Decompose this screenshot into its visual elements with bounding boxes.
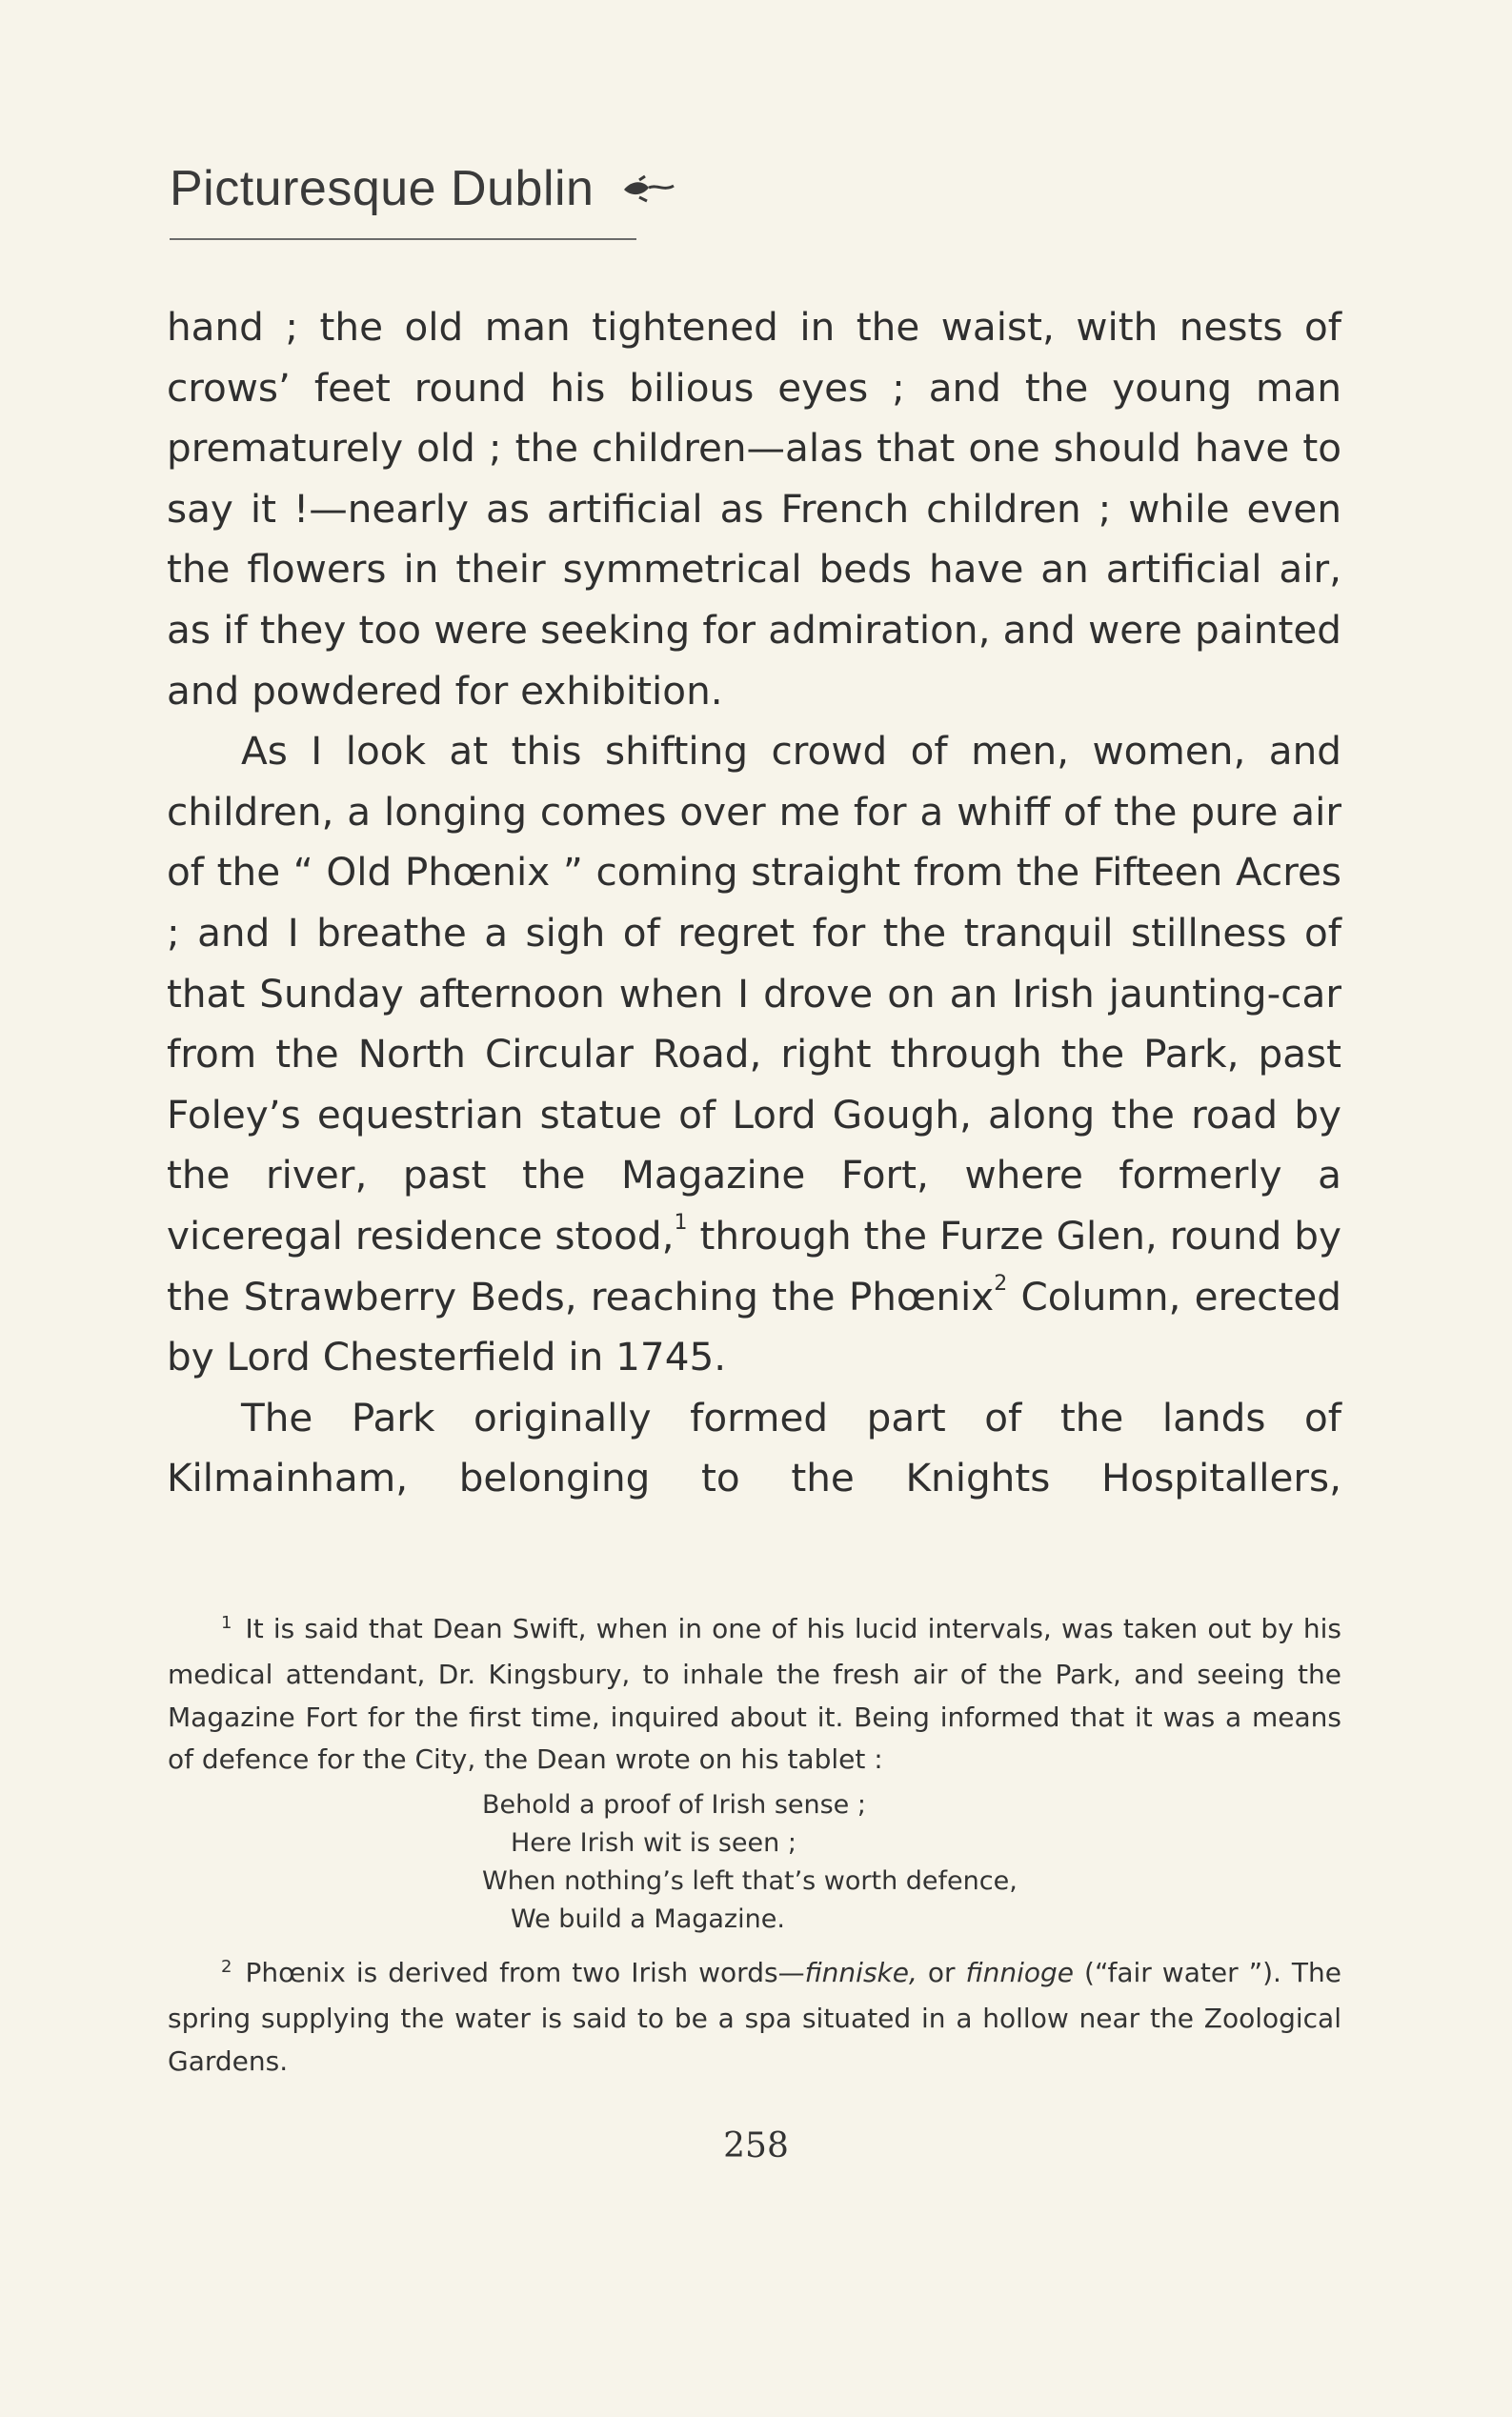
footnote-2-text-a: Phœnix is derived from two Irish words— (245, 1957, 805, 1989)
verse-line: When nothing’s left that’s worth defence, (482, 1866, 1018, 1897)
footnote-1-mark: 1 (221, 1613, 232, 1633)
paragraph-3: The Park originally formed part of the lands of Kilmainham, belonging to the Knights Hospitallers, (167, 1394, 1341, 1501)
footnote-ref-1: 1 (674, 1211, 688, 1236)
footnote-2-irish-word-1: finniske, (804, 1957, 917, 1989)
verse-line: Here Irish wit is seen ; (511, 1828, 796, 1859)
fleuron-icon (620, 174, 677, 203)
footnote-2-text-c: (“fair water ”). The spring supplying the water is said to be a spa situated in a hollow near the Zoological Gardens. (168, 1957, 1342, 2077)
paragraph-1: hand ; the old man tightened in the waist, with nests of crows’ feet round his bilious eyes ; and the young man prematurely old ; the children—alas that one should have to say it !—nearly as artificial as French children ; while even the flowers in their symmetrical beds have an artificial air, as if they too were seeking for admiration, and were painted and powdered for exhibition. (167, 304, 1341, 714)
footnote-2-irish-word-2: finnioge (965, 1957, 1075, 1989)
footnote-ref-2: 2 (994, 1272, 1008, 1296)
paragraph-2-part-c: Column, erected by Lord Chesterfield in 1745. (167, 1273, 1342, 1380)
verse-line: We build a Magazine. (511, 1904, 785, 1935)
footnote-verse (482, 1786, 1341, 1939)
footnotes (168, 1608, 1341, 2083)
footnote-1 (168, 1608, 1341, 1781)
footnote-2-text-b: or (917, 1957, 966, 1989)
header-rule (170, 238, 636, 240)
footnote-2-mark: 2 (221, 1957, 232, 1978)
verse-line: Behold a proof of Irish sense ; (482, 1790, 866, 1821)
paragraph-2-part-a: As I look at this shifting crowd of men, women, and children, a longing comes over me for a whiff of the pure air of the “ Old Phœnix ” coming straight from the Fifteen Acres ; and I breathe a sigh of regret for the tranquil stillness of that Sunday afternoon when I drove on an Irish jaunting-car from the North Circular Road, right through the Park, past Foley’s equestrian statue of Lord Gough, along the road by the river, past the Magazine Fort, where formerly a viceregal residence stood, (167, 728, 1341, 1259)
running-head-title: Picturesque Dublin (170, 161, 595, 216)
paragraph-2 (167, 721, 1341, 1388)
footnote-1-text: It is said that Dean Swift, when in one of his lucid intervals, was taken out by his medical attendant, Dr. Kingsbury, to inhale the fresh air of the Park, and seeing the Magazine Fort for the first time, inquired about it. Being informed that it was a means of defence for the City, the Dean wrote on his tablet : (168, 1613, 1341, 1775)
footnote-2 (168, 1952, 1341, 2083)
page-number: 258 (723, 2126, 789, 2165)
paragraph-2-part-b: through the Furze Glen, round by the Strawberry Beds, reaching the Phœnix (167, 1212, 1341, 1319)
running-head (170, 160, 677, 217)
main-text (167, 297, 1341, 1509)
